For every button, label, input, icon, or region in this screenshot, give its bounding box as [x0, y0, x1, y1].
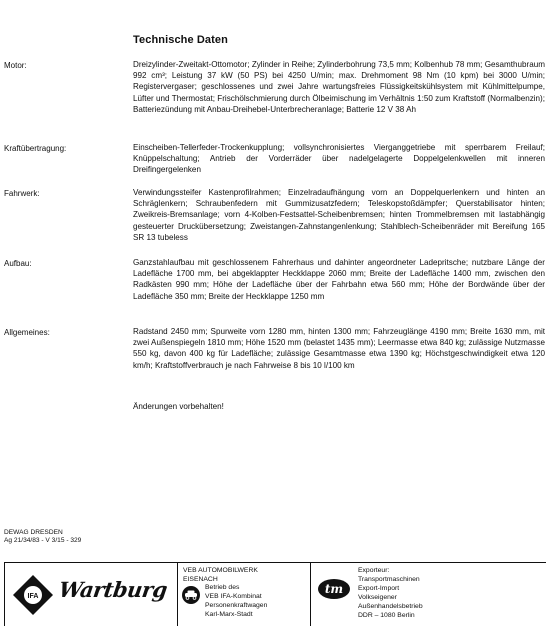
section-text-allgemeines: Radstand 2450 mm; Spurweite vorn 1280 mm, hinten 1300 mm; Fahrzeuglänge 4190 mm; Breite 1630 mm, mit zwei Außenspiegeln 1810 mm; Höhe 1520 mm (belastet 1435 mm); Leermasse etwa 840 kg; zulässige Nutzmasse 550 kg, davon 400 kg für Ladefläche; zulässige Gesamtmasse etwa 1390 kg; Höchstgeschwindigkeit etwa 120 km/h; Kraftstoffverbrauch je nach Fahrweise 8 bis 10 l/100 km: [133, 327, 545, 370]
manufacturer-sub-line: VEB IFA-Kombinat: [205, 592, 262, 600]
svg-text:tm: tm: [324, 582, 344, 596]
section-text-aufbau: Ganzstahlaufbau mit geschlossenem Fahrerhaus und dahinter angeordneter Ladepritsche; nutzbare Länge der Ladefläche 1700 mm, bei abgeklappter Heckklappe 2060 mm; Breite der Ladefläche 1400 mm, zwischen den Radkästen 990 mm; Höhe der Ladefläche über der Fahrbahn etwa 560 mm; Höhe der Bordwände über der Ladefläche 350 mm; Breite der Heckklappe 1250 mm: [133, 258, 545, 301]
section-label-motor: Motor:: [4, 61, 27, 70]
footer-divider: [310, 563, 311, 626]
exporter-line: Exporteur:: [358, 567, 390, 574]
manufacturer-sub-line: Personenkraftwagen: [205, 601, 268, 609]
section-text-fahrwerk: Verwindungssteifer Kastenprofilrahmen; Einzelradaufhängung vorn an Doppelquerlenkern und hinten an Schräglenkern; Schraubenfedern mit Gummizusatzfedern; Teleskopstoßdämpfer; Querstabilisator hinten; Zweikreis-Bremsanlage; vorn 4-Kolben-Festsattel-Scheibenbremsen; hinten Trommelbremsen mit lastabhängig gesteuerter Druckübersetzung; Zweistangen-Zahnstangenlenkung; Stahlblech-Scheibenräder mit Bereifung 165 SR 13 tubeless: [133, 188, 545, 242]
exporter-line: Außenhandelsbetrieb: [358, 602, 423, 610]
manufacturer-sub-line: Karl-Marx-Stadt: [205, 610, 253, 618]
exporter-line: Export-Import: [358, 584, 400, 592]
manufacturer-sub-block: [205, 584, 267, 620]
printer-code: Ag 21/34/83 - V 3/15 - 329: [4, 537, 82, 545]
manufacturer-line: EISENACH: [183, 575, 218, 583]
section-text-motor: Dreizylinder-Zweitakt-Ottomotor; Zylinder in Reihe; Zylinderbohrung 73,5 mm; Kolbenhub 78 mm; Gesamthubraum 992 cm³; Leistung 37 kW (50 PS) bei 4250 U/min; max. Drehmoment 98 Nm (10 kpm) bei 3000 U/min; Registervergaser; geschlossenes und zwei Jahre wartungsfreies Flüssigkeitskühlsystem mit Kühlmittelpumpe, Lüfter und Thermostat; Frischölschmierung durch Ölbeimischung im Verhältnis 1:50 zum Kraftstoff (Normalbenzin); Batteriezündung mit Anbau-Dreihebel-Unterbrecheranlage; Batterie 12 V 38 Ah: [133, 60, 545, 114]
section-label-allgemeines: Allgemeines:: [4, 328, 50, 337]
manufacturer-sub-line: Betrieb des: [205, 584, 240, 591]
section-label-fahrwerk: Fahrwerk:: [4, 189, 40, 198]
printer-imprint: [4, 529, 81, 546]
brand-wordmark: Wartburg: [57, 577, 169, 602]
exporter-block: [358, 567, 423, 620]
printer-name: DEWAG DRESDEN: [4, 529, 63, 536]
svg-text:IFA: IFA: [27, 593, 39, 600]
exporter-line: Transportmaschinen: [358, 575, 420, 583]
exporter-line: DDR – 1080 Berlin: [358, 611, 415, 619]
disclaimer-note: Änderungen vorbehalten!: [133, 402, 224, 411]
section-text-kraftuebertragung: Einscheiben-Tellerfeder-Trockenkupplung; vollsynchronisiertes Vierganggetriebe mit sperrbarem Freilauf; Knüppelschaltung; Antrieb der Vorderräder über nadelgelagerte Doppelgelenkwellen mit inneren Dreifingergelenken: [133, 143, 545, 175]
footer-box: [4, 562, 546, 626]
transportmaschinen-logo-icon: [317, 577, 351, 601]
exporter-line: Volkseigener: [358, 593, 397, 601]
section-label-kraftuebertragung: Kraftübertragung:: [4, 144, 67, 153]
ifa-car-emblem-icon: [181, 585, 201, 605]
section-label-aufbau: Aufbau:: [4, 259, 32, 268]
ifa-emblem-icon: [11, 573, 55, 617]
page-title: Technische Daten: [133, 34, 228, 46]
manufacturer-line: VEB AUTOMOBILWERK: [183, 567, 258, 574]
brand-logo: [11, 571, 181, 619]
manufacturer-block: [183, 567, 258, 585]
